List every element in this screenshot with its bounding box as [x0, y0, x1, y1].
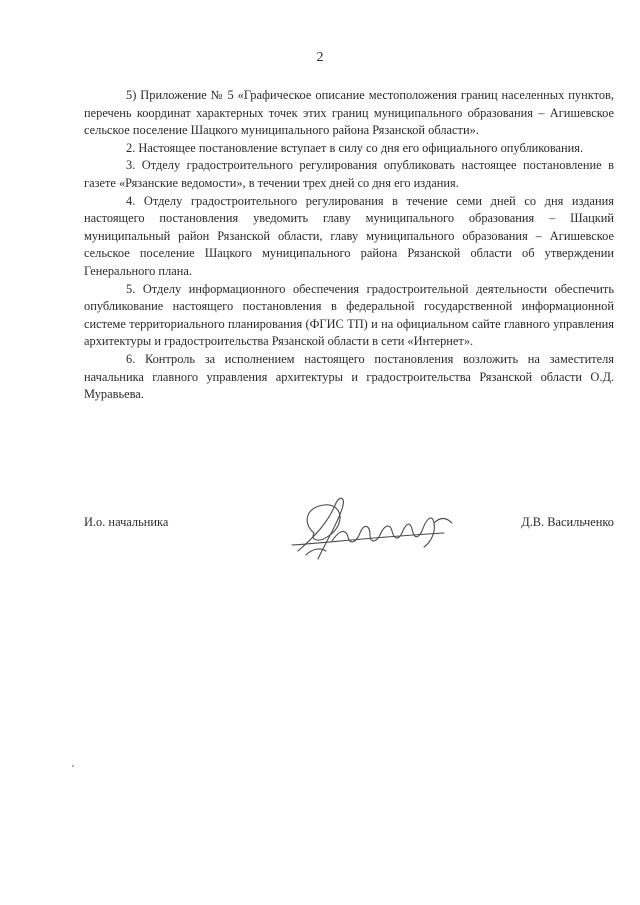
position-title: И.о. начальника [84, 515, 169, 529]
page-number: 2 [316, 50, 324, 65]
paragraph-2: 2. Настоящее постановление вступает в силу со дня его официального опубликования. [126, 140, 584, 155]
document-body [84, 87, 614, 404]
paragraph-5: 5. Отделу информационного обеспечения градостроительной деятельности обеспечить опубликование настоящего постановления в федеральной государственной информационной системе территориального планирования (ФГИС ТП) и на официальном сайте главного управления архитектуры и градостроительства Рязанской области в сети «Интернет». [84, 281, 614, 349]
scan-artifact [72, 765, 74, 767]
paragraph-6: 6. Контроль за исполнением настоящего постановления возложить на заместителя начальника главного управления архитектуры и градостроительства Рязанской области О.Д. Муравьева. [84, 351, 614, 402]
paragraph-4: 4. Отделу градостроительного регулирования в течение семи дней со дня издания настоящего постановления уведомить главу муниципального образования – Шацкий муниципальный район Рязанской области, главу муниципального образования – Агишевское сельское поселение Шацкого муниципального района Рязанской области об утверждении Генерального плана. [84, 193, 614, 278]
signatory-name: Д.В. Васильченко [521, 515, 614, 529]
paragraph-3: 3. Отделу градостроительного регулирования опубликовать настоящее постановление в газете «Рязанские ведомости», в течении трех дней со дня его издания. [84, 158, 614, 190]
handwritten-signature [284, 493, 464, 567]
paragraph-appendix-5: 5) Приложение № 5 «Графическое описание местоположения границ населенных пунктов, перечень координат характерных точек этих границ муниципального образования – Агишевское сельское поселение Шацкого муниципального района Рязанской области». [84, 88, 614, 138]
signature-block [84, 511, 614, 571]
